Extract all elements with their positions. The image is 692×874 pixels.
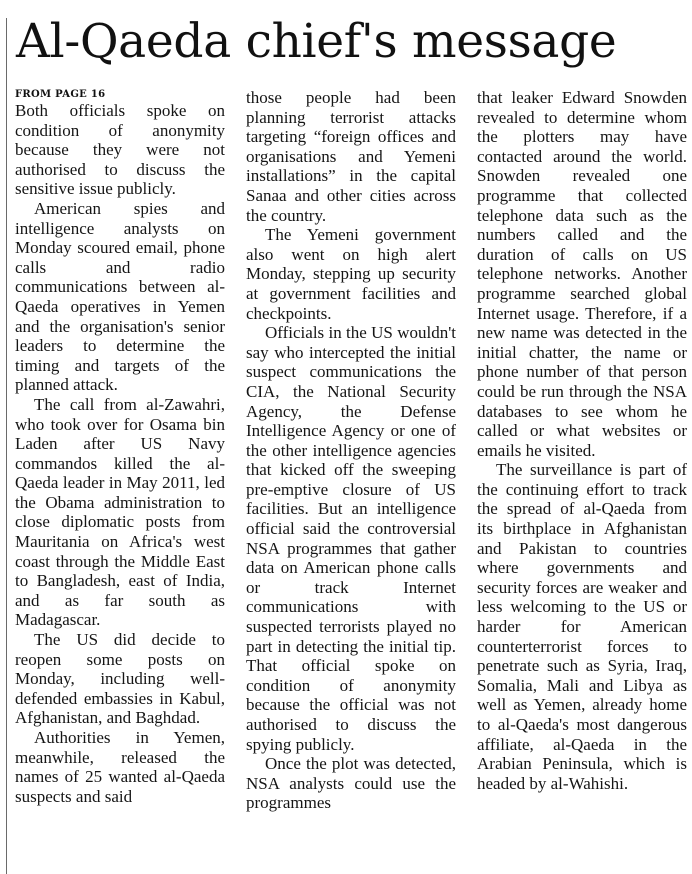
paragraph: that leaker Edward Snowden revealed to determine whom the plotters may have contacted around the world. Snowden revealed one programme that collected telephone data such as the numbers called and the duration of calls on US telephone networks. Another programme searched global Internet usage. Therefore, if a new name was detected in the initial chatter, the name or phone number of that person could be run through the NSA databases to see whom he called or what websites or emails he visited.: [477, 88, 687, 460]
article-column-3: [477, 88, 687, 874]
paragraph: Authorities in Yemen, meanwhile, released the names of 25 wanted al-Qaeda suspects and said: [15, 728, 225, 806]
column-rule: [6, 18, 7, 874]
paragraph: The surveillance is part of the continuing effort to track the spread of al-Qaeda from its birthplace in Afghanistan and Pakistan to countries where governments and security forces are weaker and less welcoming to the US or harder for American counterterrorist forces to penetrate such as Syria, Iraq, Somalia, Mali and Libya as well as Yemen, already home to al-Qaeda's most dangerous affiliate, al-Qaeda in the Arabian Peninsula, which is headed by al-Wahishi.: [477, 460, 687, 793]
headline: Al-Qaeda chief's message: [16, 14, 617, 69]
article-body: [15, 88, 688, 874]
paragraph: The call from al-Zawahri, who took over for Osama bin Laden after US Navy commandos killed the al-Qaeda leader in May 2011, led the Obama administration to close diplomatic posts from Mauritania on Africa's west coast through the Middle East to Bangladesh, east of India, and as far south as Madagascar.: [15, 394, 225, 630]
paragraph: American spies and intelligence analysts on Monday scoured email, phone calls and radio communications between al-Qaeda operatives in Yemen and the organisation's senior leaders to determine the timing and targets of the planned attack.: [15, 198, 225, 395]
article-column-2: [246, 88, 456, 874]
paragraph: The US did decide to reopen some posts on Monday, including well-defended embassies in Kabul, Afghanistan, and Baghdad.: [15, 630, 225, 728]
article-column-1: [15, 88, 225, 874]
paragraph: Both officials spoke on condition of anonymity because they were not authorised to discuss the sensitive issue publicly.: [15, 101, 225, 199]
paragraph: The Yemeni government also went on high alert Monday, stepping up security at government facilities and checkpoints.: [246, 225, 456, 323]
continued-from-label: FROM PAGE 16: [15, 89, 106, 100]
paragraph: those people had been planning terrorist attacks targeting “foreign offices and organisations and Yemeni installations” in the capital Sanaa and other cities across the country.: [246, 88, 456, 225]
paragraph: Once the plot was detected, NSA analysts could use the programmes: [246, 754, 456, 813]
paragraph: Officials in the US wouldn't say who intercepted the initial suspect communications the CIA, the National Security Agency, the Defense Intelligence Agency or one of the other intelligence agencies that kicked off the sweeping pre-emptive closure of US facilities. But an intelligence official said the controversial NSA programmes that gather data on American phone calls or track Internet communications with suspected terrorists played no part in detecting the initial tip. That official spoke on condition of anonymity because the official was not authorised to discuss the spying publicly.: [246, 323, 456, 754]
